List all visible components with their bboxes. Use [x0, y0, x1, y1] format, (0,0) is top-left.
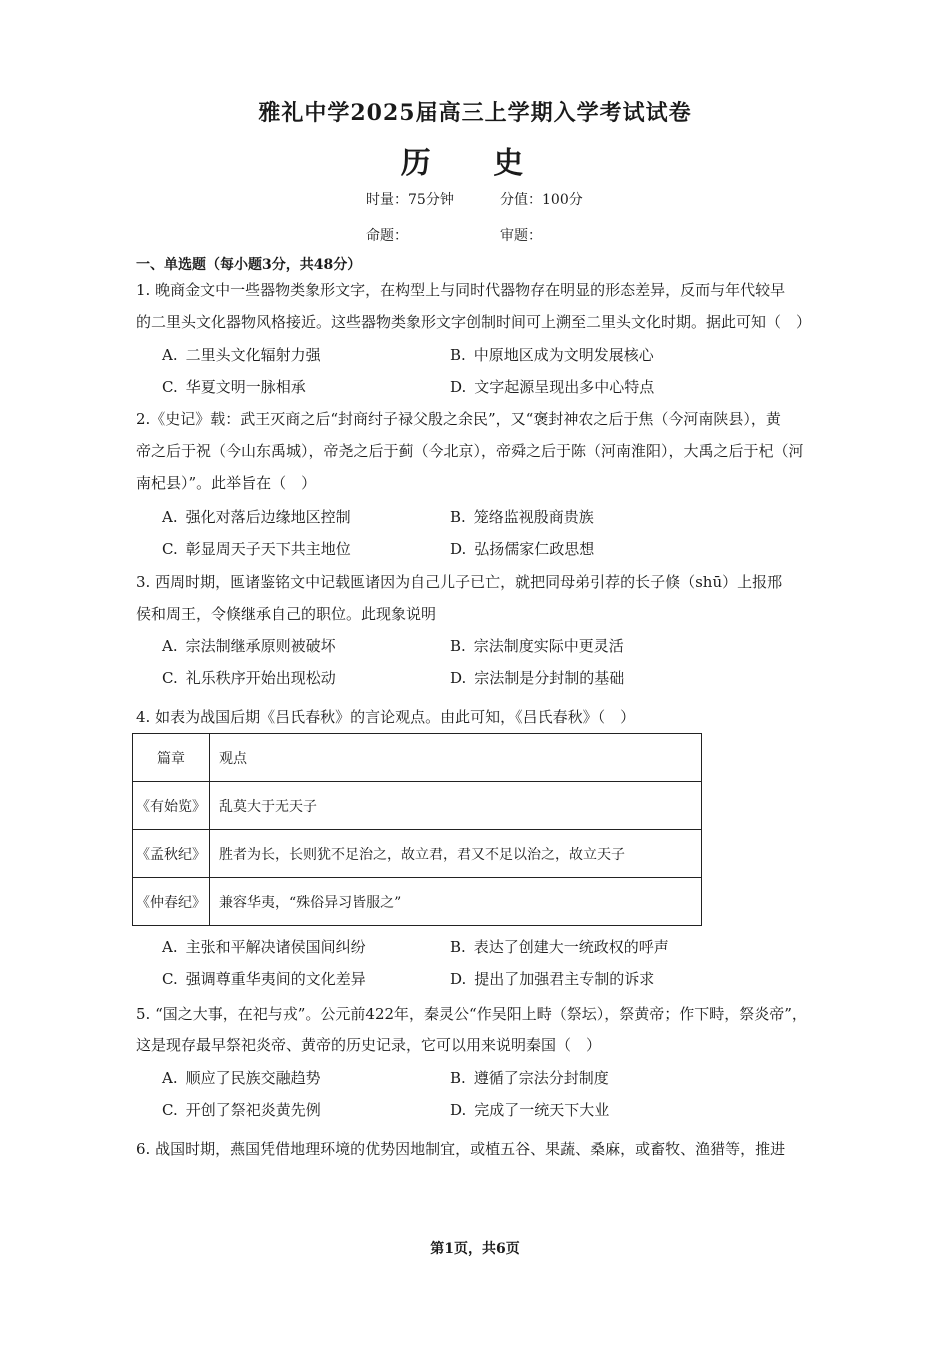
table-cell: 《有始览》	[133, 782, 210, 830]
q2-option-d[interactable]: D. 弘扬儒家仁政思想	[450, 540, 595, 558]
q2-line-3: 南杞县）”。此举旨在（ ）	[136, 474, 317, 492]
q4-table	[132, 733, 702, 926]
q5-option-b[interactable]: B. 遵循了宗法分封制度	[450, 1069, 609, 1087]
exam-author: 命题：	[366, 228, 408, 244]
q3-line-1: 3. 西周时期，匜诸鉴铭文中记载匜诸因为自己儿子已亡，就把同母弟引荐的长子倏（shū）上报邢	[136, 573, 783, 591]
table-row	[133, 830, 702, 878]
page-footer: 第1页，共6页	[430, 1241, 520, 1257]
q3-option-b[interactable]: B. 宗法制度实际中更灵活	[450, 637, 624, 655]
table-cell: 《仲春纪》	[133, 878, 210, 926]
exam-reviewer: 审题：	[500, 228, 542, 244]
q4-option-a[interactable]: A. 主张和平解决诸侯国间纠纷	[162, 938, 366, 956]
q1-option-a[interactable]: A. 二里头文化辐射力强	[162, 346, 321, 364]
q6-line-1: 6. 战国时期，燕国凭借地理环境的优势因地制宜，或植五谷、果蔬、桑麻，或畜牧、渔猎等，推进	[136, 1140, 786, 1158]
q2-line-2: 帝之后于祝（今山东禹城），帝尧之后于蓟（今北京），帝舜之后于陈（河南淮阳），大禹之后于杞（河	[136, 442, 804, 460]
q1-option-b[interactable]: B. 中原地区成为文明发展核心	[450, 346, 654, 364]
table-row	[133, 782, 702, 830]
exam-duration: 时量：75分钟	[366, 192, 454, 208]
q2-option-b[interactable]: B. 笼络监视殷商贵族	[450, 508, 594, 526]
table-cell: 胜者为长，长则犹不足治之，故立君，君又不足以治之，故立天子	[210, 830, 702, 878]
q1-option-c[interactable]: C. 华夏文明一脉相承	[162, 378, 306, 396]
q1-line-2: 的二里头文化器物风格接近。这些器物类象形文字创制时间可上溯至二里头文化时期。据此可知（ ）	[136, 313, 812, 331]
q4-option-b[interactable]: B. 表达了创建大一统政权的呼声	[450, 938, 669, 956]
table-header-cell: 篇章	[133, 734, 210, 782]
q5-line-1: 5. “国之大事，在祀与戎”。公元前422年，秦灵公“作吴阳上畤（祭坛），祭黄帝；作下畤，祭炎帝”，	[136, 1005, 807, 1023]
q4-option-c[interactable]: C. 强调尊重华夷间的文化差异	[162, 970, 366, 988]
q5-option-d[interactable]: D. 完成了一统天下大业	[450, 1101, 610, 1119]
exam-title: 雅礼中学2025届高三上学期入学考试试卷	[258, 100, 692, 126]
table-row	[133, 878, 702, 926]
q5-option-c[interactable]: C. 开创了祭祀炎黄先例	[162, 1101, 321, 1119]
q4-line-1: 4. 如表为战国后期《吕氏春秋》的言论观点。由此可知，《吕氏春秋》（ ）	[136, 708, 636, 726]
q3-line-2: 侯和周王，令倏继承自己的职位。此现象说明	[136, 605, 437, 623]
q1-option-d[interactable]: D. 文字起源呈现出多中心特点	[450, 378, 655, 396]
q3-option-d[interactable]: D. 宗法制是分封制的基础	[450, 669, 625, 687]
q5-line-2: 这是现存最早祭祀炎帝、黄帝的历史记录，它可以用来说明秦国（ ）	[136, 1036, 602, 1054]
exam-score: 分值：100分	[500, 192, 583, 208]
table-cell: 乱莫大于无天子	[210, 782, 702, 830]
q3-option-c[interactable]: C. 礼乐秩序开始出现松动	[162, 669, 336, 687]
q2-option-c[interactable]: C. 彰显周天子天下共主地位	[162, 540, 351, 558]
table-cell: 兼容华夷，“殊俗异习皆服之”	[210, 878, 702, 926]
table-header-row	[133, 734, 702, 782]
q2-line-1: 2.《史记》载：武王灭商之后“封商纣子禄父殷之余民”，又“褒封神农之后于焦（今河南陕县），黄	[136, 410, 781, 428]
section-heading: 一、单选题（每小题3分，共48分）	[136, 257, 362, 273]
subject-title: 历 史	[400, 146, 550, 181]
table-header-cell: 观点	[210, 734, 702, 782]
q1-line-1: 1. 晚商金文中一些器物类象形文字，在构型上与同时代器物存在明显的形态差异，反而与年代较早	[136, 281, 786, 299]
q3-option-a[interactable]: A. 宗法制继承原则被破坏	[162, 637, 336, 655]
q2-option-a[interactable]: A. 强化对落后边缘地区控制	[162, 508, 351, 526]
q5-option-a[interactable]: A. 顺应了民族交融趋势	[162, 1069, 321, 1087]
q4-option-d[interactable]: D. 提出了加强君主专制的诉求	[450, 970, 655, 988]
table-cell: 《孟秋纪》	[133, 830, 210, 878]
